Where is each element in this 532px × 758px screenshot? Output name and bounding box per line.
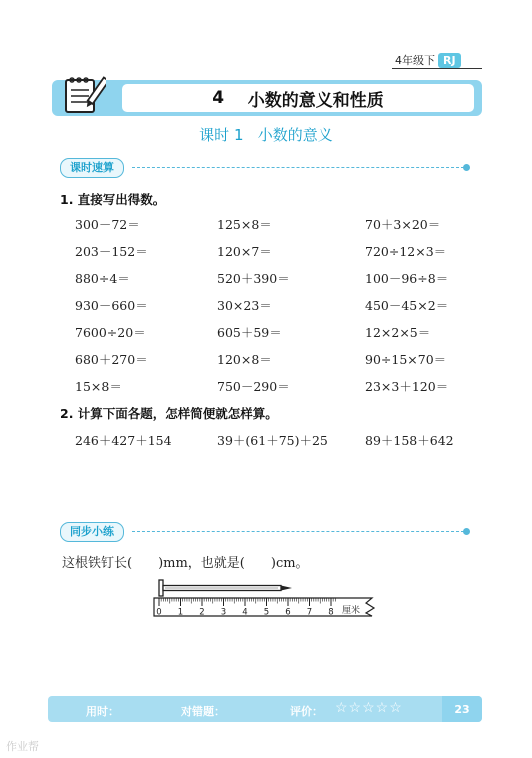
chapter-title (122, 84, 474, 112)
expression: 880÷4＝ (75, 271, 130, 286)
expression: 39＋(61＋75)＋25 (217, 433, 328, 448)
section-label-quick-calc: 课时速算 (60, 158, 124, 178)
section-divider (132, 531, 464, 532)
nail-icon (159, 580, 292, 596)
expression: 120×7＝ (217, 244, 272, 259)
ruler-tick-label: 0 (156, 607, 162, 618)
question-2-title: 2. 计算下面各题，怎样简便就怎样算。 (60, 406, 278, 421)
expression: 930－660＝ (75, 298, 148, 313)
expression: 450－45×2＝ (365, 298, 449, 313)
expression: 15×8＝ (75, 379, 122, 394)
watermark: 作业帮 (6, 740, 39, 753)
chapter-number: 4 (212, 88, 225, 108)
ruler-tick-label: 2 (199, 607, 205, 618)
rating-stars: ☆☆☆☆☆ (335, 700, 403, 716)
ruler-tick-label: 6 (285, 607, 291, 618)
ruler-tick-label: 7 (306, 607, 313, 618)
section-divider-dot (463, 164, 470, 171)
expression: 12×2×5＝ (365, 325, 431, 340)
expression: 23×3＋120＝ (365, 379, 449, 394)
expression: 246＋427＋154 (75, 433, 172, 448)
ruler-tick-label: 5 (263, 607, 270, 618)
lesson-title (0, 124, 532, 145)
page-number: 23 (442, 696, 482, 722)
expression: 720÷12×3＝ (365, 244, 447, 259)
expression: 30×23＝ (217, 298, 272, 313)
ruler-tick-label: 1 (177, 607, 184, 618)
ruler-unit: 厘米 (342, 606, 361, 616)
ruler-tick-label: 3 (220, 607, 227, 618)
notepad-pencil-icon (62, 72, 106, 116)
expression: 680＋270＝ (75, 352, 148, 367)
expression: 90÷15×70＝ (365, 352, 447, 367)
section-divider (132, 167, 464, 168)
ruler-tick-label: 4 (242, 607, 248, 618)
errors-label: 对错题： (181, 705, 225, 718)
expression: 100－96÷8＝ (365, 271, 449, 286)
expression: 520＋390＝ (217, 271, 290, 286)
section-divider-dot (463, 528, 470, 535)
edition-badge: RJ (438, 53, 461, 68)
question-1-title: 1. 直接写出得数。 (60, 192, 166, 207)
expression: 120×8＝ (217, 352, 272, 367)
rating-label: 评价： (290, 705, 323, 718)
expression: 125×8＝ (217, 217, 272, 232)
ruler-tick-label: 8 (328, 607, 334, 618)
lesson-title-text: 小数的意义 (257, 126, 333, 144)
expression: 203－152＝ (75, 244, 148, 259)
header-rule (392, 68, 482, 69)
grade-tag (392, 52, 461, 68)
lesson-label: 课时 1 (199, 126, 244, 144)
ruler-with-nail (150, 578, 380, 622)
chapter-title-text: 小数的意义和性质 (247, 90, 384, 111)
grade-label: 4年级下 (395, 54, 435, 67)
expression: 7600÷20＝ (75, 325, 146, 340)
section-label-sync-practice: 同步小练 (60, 522, 124, 542)
expression: 70＋3×20＝ (365, 217, 441, 232)
expression: 300－72＝ (75, 217, 140, 232)
expression: 605＋59＝ (217, 325, 282, 340)
expression: 750－290＝ (217, 379, 290, 394)
nail-length-question: 这根铁钉长( )mm，也就是( )cm。 (62, 556, 309, 571)
expression: 89＋158＋642 (365, 433, 454, 448)
time-label: 用时： (86, 705, 119, 718)
